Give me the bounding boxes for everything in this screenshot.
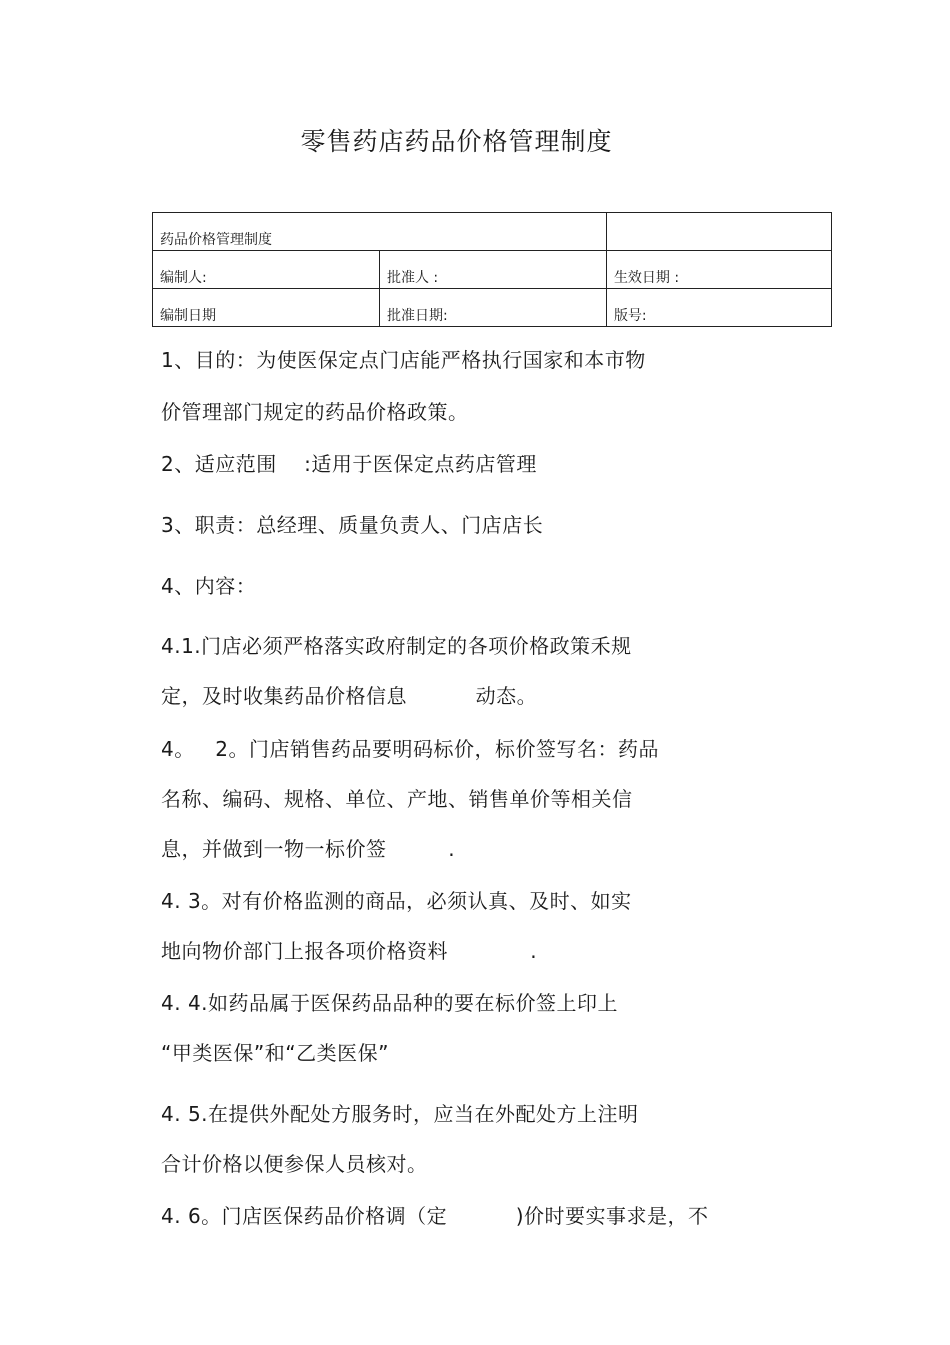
info-cell-compiler: 编制人: xyxy=(153,251,380,289)
body-line: 2、适应范围 :适用于医保定点药店管理 xyxy=(161,452,537,476)
body-line: 4. 5.在提供外配处方服务时，应当在外配处方上注明 xyxy=(161,1102,639,1126)
body-line: 合计价格以便参保人员核对。 xyxy=(161,1152,428,1176)
info-cell-approver: 批准人 : xyxy=(379,251,606,289)
body-line: 4。 2。门店销售药品要明码标价，标价签写名：药品 xyxy=(161,737,660,761)
info-table-row xyxy=(153,251,832,289)
info-cell-effective-date: 生效日期 : xyxy=(606,251,831,289)
body-line: 息，并做到一物一标价签 . xyxy=(161,837,456,861)
body-line: “甲类医保”和“乙类医保” xyxy=(161,1041,389,1065)
document-title: 零售药店药品价格管理制度 xyxy=(300,127,613,156)
body-line: 4、内容： xyxy=(161,574,257,598)
body-line: 地向物价部门上报各项价格资料 . xyxy=(161,939,538,963)
info-cell-blank xyxy=(606,213,831,251)
info-table xyxy=(152,212,832,327)
info-cell-approve-date: 批准日期: xyxy=(379,289,606,327)
info-table-row xyxy=(153,289,832,327)
info-cell-name: 药品价格管理制度 xyxy=(153,213,607,251)
info-cell-compile-date: 编制日期 xyxy=(153,289,380,327)
body-line: 4. 6。门店医保药品价格调（定 )价时要实事求是，不 xyxy=(161,1204,709,1228)
body-line: 1、目的：为使医保定点门店能严格执行国家和本市物 xyxy=(161,348,646,372)
body-line: 价管理部门规定的药品价格政策。 xyxy=(161,400,469,424)
body-line: 3、职责：总经理、质量负责人、门店店长 xyxy=(161,513,544,537)
body-line: 4. 4.如药品属于医保药品品种的要在标价签上印上 xyxy=(161,991,619,1015)
info-cell-version: 版号: xyxy=(606,289,831,327)
body-line: 4.1.门店必须严格落实政府制定的各项价格政策禾规 xyxy=(161,634,632,658)
body-line: 定，及时收集药品价格信息 动态。 xyxy=(161,684,538,708)
body-line: 名称、编码、规格、单位、产地、销售单价等相关信 xyxy=(161,787,633,811)
info-table-row xyxy=(153,213,832,251)
body-line: 4. 3。对有价格监测的商品，必须认真、及时、如实 xyxy=(161,889,632,913)
